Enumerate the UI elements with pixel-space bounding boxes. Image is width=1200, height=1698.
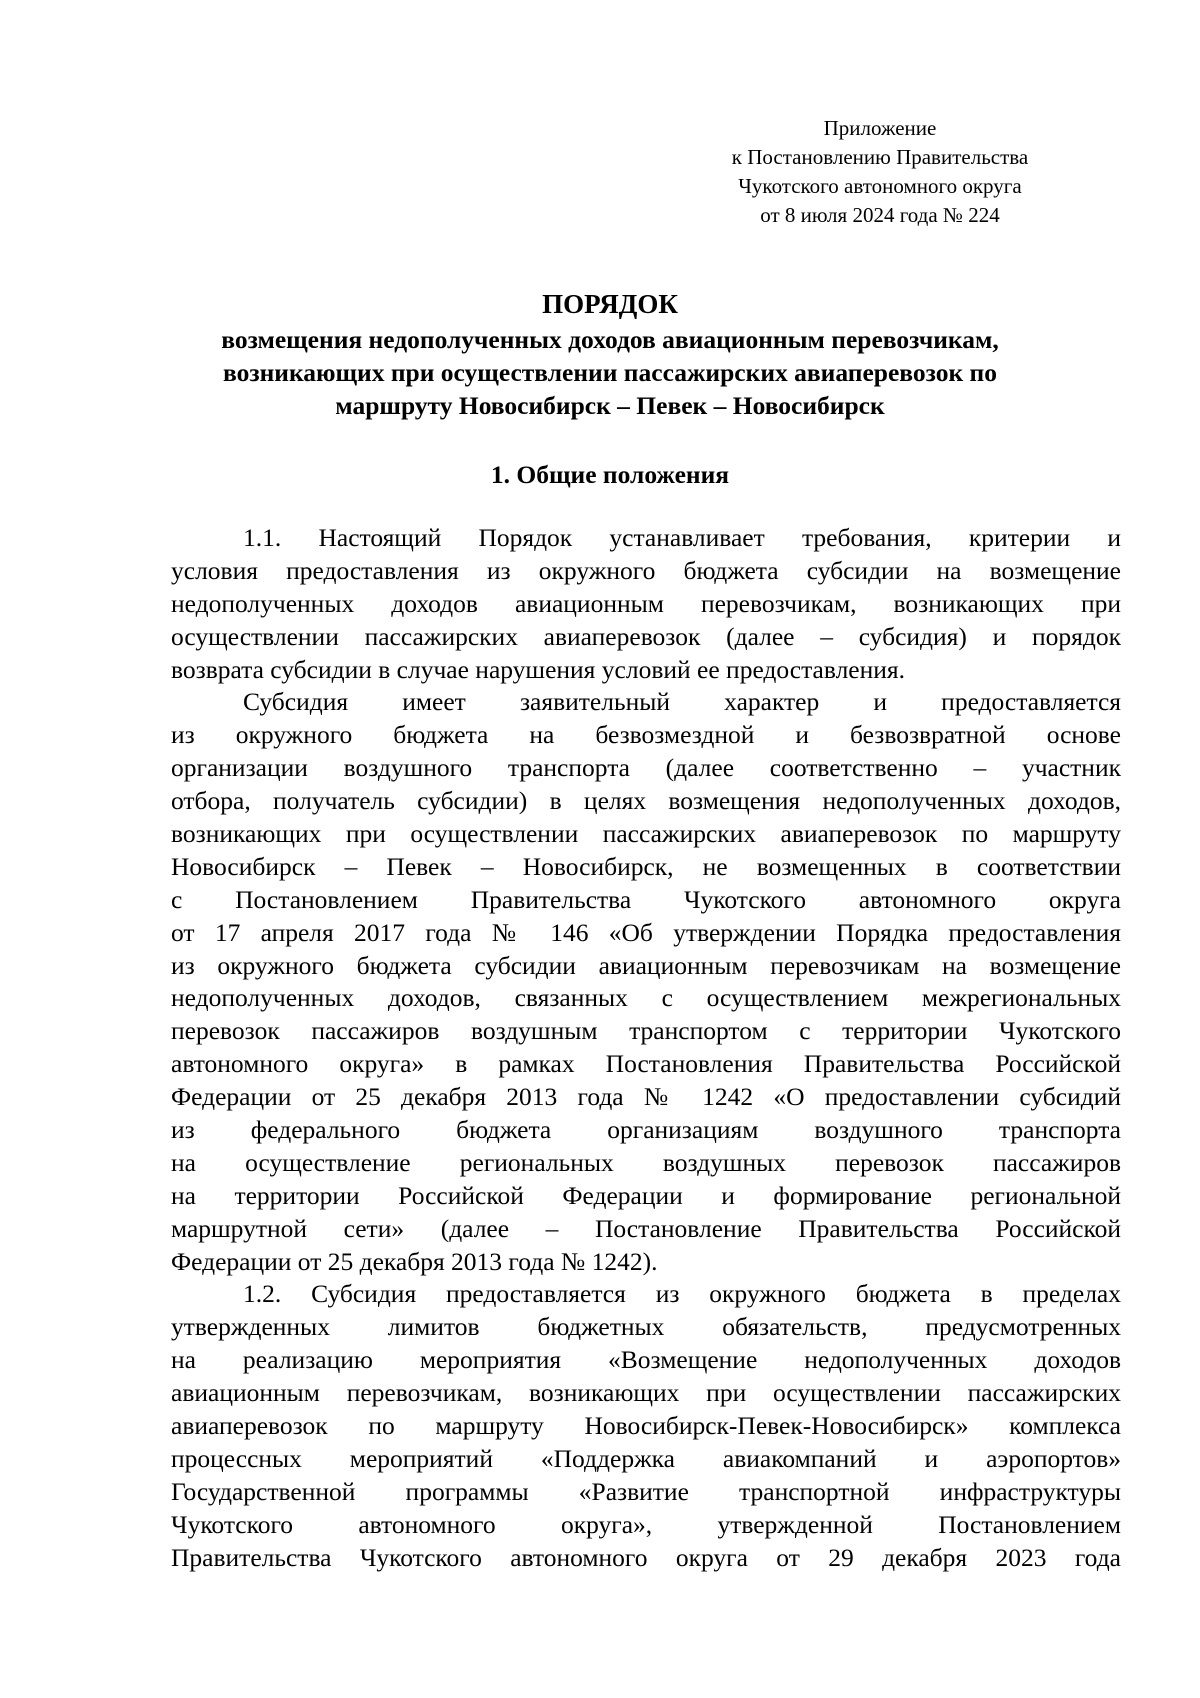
text-line: процессных мероприятий «Поддержка авиакомпаний и аэропортов» [171, 1443, 1121, 1473]
text-line: на реализацию мероприятия «Возмещение недополученных доходов [171, 1345, 1121, 1375]
document-title [150, 288, 1070, 422]
text-line: из окружного бюджета субсидии авиационным перевозчикам на возмещение [171, 950, 1121, 980]
title-line-1: возмещения недополученных доходов авиационным перевозчикам, [221, 325, 999, 354]
appendix-date-number: от 8 июля 2024 года № 224 [760, 203, 1000, 227]
text-line: перевозок пассажиров воздушным транспортом с территории Чукотского [171, 1016, 1121, 1046]
text-line: Федерации от 25 декабря 2013 года № 1242 «О предоставлении субсидий [171, 1082, 1121, 1112]
text-line: на территории Российской Федерации и формирование региональной [171, 1180, 1121, 1210]
text-line: возврата субсидии в случае нарушения условий ее предоставления. [171, 654, 906, 684]
text-line: недополученных доходов авиационным перевозчикам, возникающих при [171, 588, 1121, 618]
text-line: недополученных доходов, связанных с осуществлением межрегиональных [171, 983, 1121, 1013]
text-line: 1.2. Субсидия предоставляется из окружного бюджета в пределах [243, 1279, 1121, 1309]
title-main: ПОРЯДОК [542, 289, 678, 319]
body-text [171, 522, 1121, 1575]
text-line: осуществлении пассажирских авиаперевозок (далее – субсидия) и порядок [171, 621, 1121, 651]
text-line: на осуществление региональных воздушных перевозок пассажиров [171, 1147, 1121, 1177]
text-line: 1.1. Настоящий Порядок устанавливает требования, критерии и [243, 523, 1121, 552]
text-line: условия предоставления из окружного бюджета субсидии на возмещение [171, 555, 1121, 585]
text-line: из федерального бюджета организациям воздушного транспорта [171, 1115, 1121, 1145]
text-line: отбора, получатель субсидии) в целях возмещения недополученных доходов, [171, 786, 1121, 816]
text-line: с Постановлением Правительства Чукотского автономного округа [171, 884, 1121, 914]
appendix-reference: к Постановлению Правительства [731, 145, 1029, 169]
text-line: авиационным перевозчикам, возникающих при осуществлении пассажирских [171, 1378, 1121, 1408]
text-line: автономного округа» в рамках Постановления Правительства Российской [171, 1049, 1121, 1079]
text-line: Государственной программы «Развитие транспортной инфраструктуры [171, 1476, 1121, 1506]
title-line-2: возникающих при осуществлении пассажирских авиаперевозок по [223, 358, 997, 387]
section-heading: 1. Общие положения [490, 460, 730, 489]
text-line: утвержденных лимитов бюджетных обязательств, предусмотренных [171, 1312, 1121, 1342]
text-line: Чукотского автономного округа», утвержденной Постановлением [171, 1509, 1121, 1539]
text-line: авиаперевозок по маршруту Новосибирск-Певек-Новосибирск» комплекса [171, 1411, 1121, 1441]
title-line-3: маршруту Новосибирск – Певек – Новосибирск [335, 391, 885, 420]
text-line: от 17 апреля 2017 года № 146 «Об утверждении Порядка предоставления [171, 917, 1121, 947]
appendix-region: Чукотского автономного округа [738, 174, 1022, 198]
text-line: Федерации от 25 декабря 2013 года № 1242). [171, 1246, 658, 1276]
text-line: Правительства Чукотского автономного округа от 29 декабря 2023 года [171, 1542, 1121, 1572]
text-line: организации воздушного транспорта (далее соответственно – участник [171, 753, 1121, 783]
appendix-label: Приложение [823, 116, 937, 140]
text-line: Субсидия имеет заявительный характер и предоставляется [243, 687, 1121, 717]
text-line: из окружного бюджета на безвозмездной и безвозвратной основе [171, 720, 1121, 750]
text-line: маршрутной сети» (далее – Постановление Правительства Российской [171, 1213, 1121, 1243]
text-line: возникающих при осуществлении пассажирских авиаперевозок по маршруту [171, 819, 1121, 849]
text-line: Новосибирск – Певек – Новосибирск, не возмещенных в соответствии [171, 851, 1121, 881]
appendix-block [690, 114, 1070, 230]
